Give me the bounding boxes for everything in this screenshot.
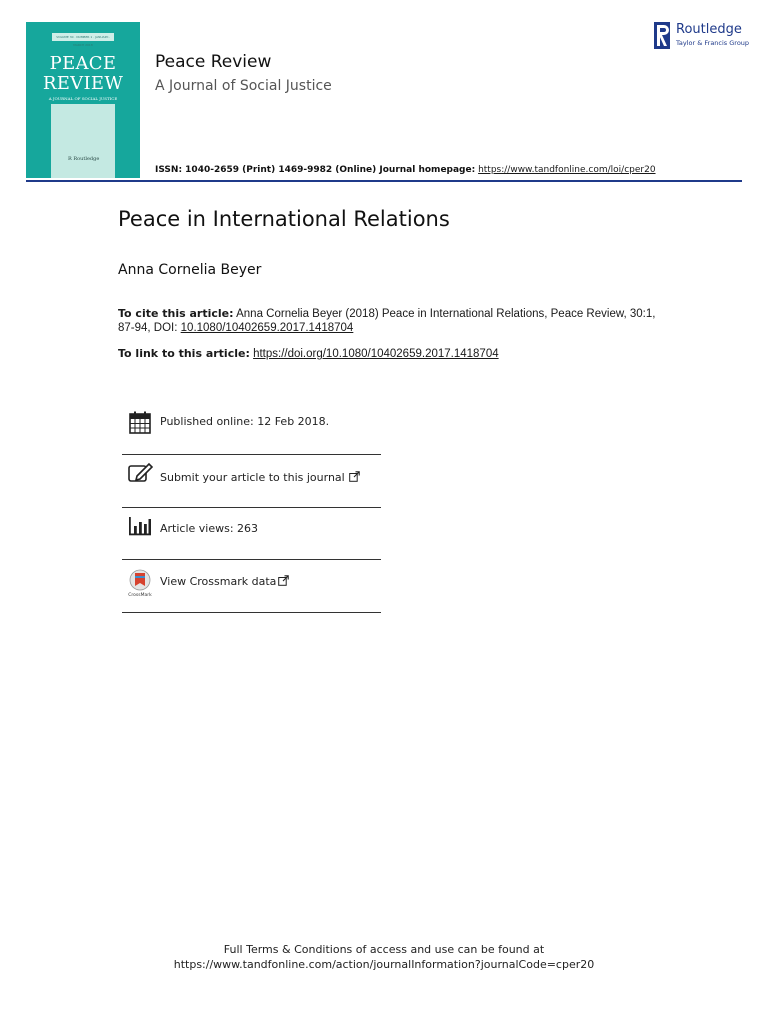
publisher-logo[interactable]	[654, 22, 750, 50]
row-divider	[122, 612, 381, 613]
cover-publisher: R Routledge	[68, 156, 100, 162]
cover-subtitle: A JOURNAL OF SOCIAL JUSTICE	[48, 96, 118, 101]
article-title: Peace in International Relations	[118, 207, 450, 231]
bar-chart-icon	[127, 513, 153, 539]
cover-title-line1: PEACE	[49, 53, 117, 74]
article-author: Anna Cornelia Beyer	[118, 262, 262, 278]
link-label: To link to this article:	[118, 347, 250, 360]
crossmark-icon	[127, 569, 153, 597]
article-doi-link[interactable]: https://doi.org/10.1080/10402659.2017.1418704	[253, 348, 499, 360]
issn-line	[155, 165, 656, 175]
crossmark-text[interactable]: View Crossmark data	[160, 575, 289, 588]
publisher-tagline: Taylor & Francis Group	[676, 39, 750, 47]
cover-panel	[51, 104, 115, 178]
row-divider	[122, 559, 381, 560]
cite-text: Anna Cornelia Beyer (2018) Peace in International Relations, Peace Review, 30:1, 87-94, DOI:	[118, 308, 656, 334]
external-link-icon	[278, 575, 289, 586]
cite-label: To cite this article:	[118, 307, 234, 320]
terms-line: Full Terms & Conditions of access and use can be found at	[223, 943, 545, 956]
edit-icon	[127, 461, 153, 487]
crossmark-row[interactable]	[122, 561, 381, 613]
cite-doi-link[interactable]: 10.1080/10402659.2017.1418704	[180, 322, 354, 334]
submit-row[interactable]	[122, 456, 381, 508]
submit-text[interactable]: Submit your article to this journal	[160, 471, 360, 484]
terms-footer	[0, 942, 768, 972]
cover-publisher-logo-icon: R	[68, 156, 72, 162]
publisher-name: Routledge	[676, 22, 742, 37]
journal-subtitle: A Journal of Social Justice	[155, 78, 332, 94]
row-divider	[122, 454, 381, 455]
cover-strip: VOLUME 30 · NUMBER 1 · JANUARY–MARCH 2018	[52, 33, 114, 41]
views-row	[122, 508, 381, 560]
terms-url[interactable]: https://www.tandfonline.com/action/journalInformation?journalCode=cper20	[173, 958, 595, 971]
published-text: Published online: 12 Feb 2018.	[160, 415, 330, 428]
calendar-icon	[127, 410, 153, 436]
article-link-line	[118, 347, 499, 360]
routledge-r-icon	[654, 22, 670, 49]
journal-cover	[26, 22, 140, 178]
citation-block	[118, 307, 658, 335]
published-row	[122, 403, 381, 455]
journal-homepage-link[interactable]: https://www.tandfonline.com/loi/cper20	[478, 165, 656, 175]
cover-title-line2: REVIEW	[42, 73, 124, 94]
issn-label: ISSN: 1040-2659 (Print) 1469-9982 (Online) Journal homepage:	[155, 165, 476, 175]
header-divider	[26, 180, 742, 182]
journal-title: Peace Review	[155, 52, 272, 72]
external-link-icon	[349, 471, 360, 482]
views-text: Article views: 263	[160, 522, 259, 535]
crossmark-caption: CrossMark	[128, 593, 152, 597]
